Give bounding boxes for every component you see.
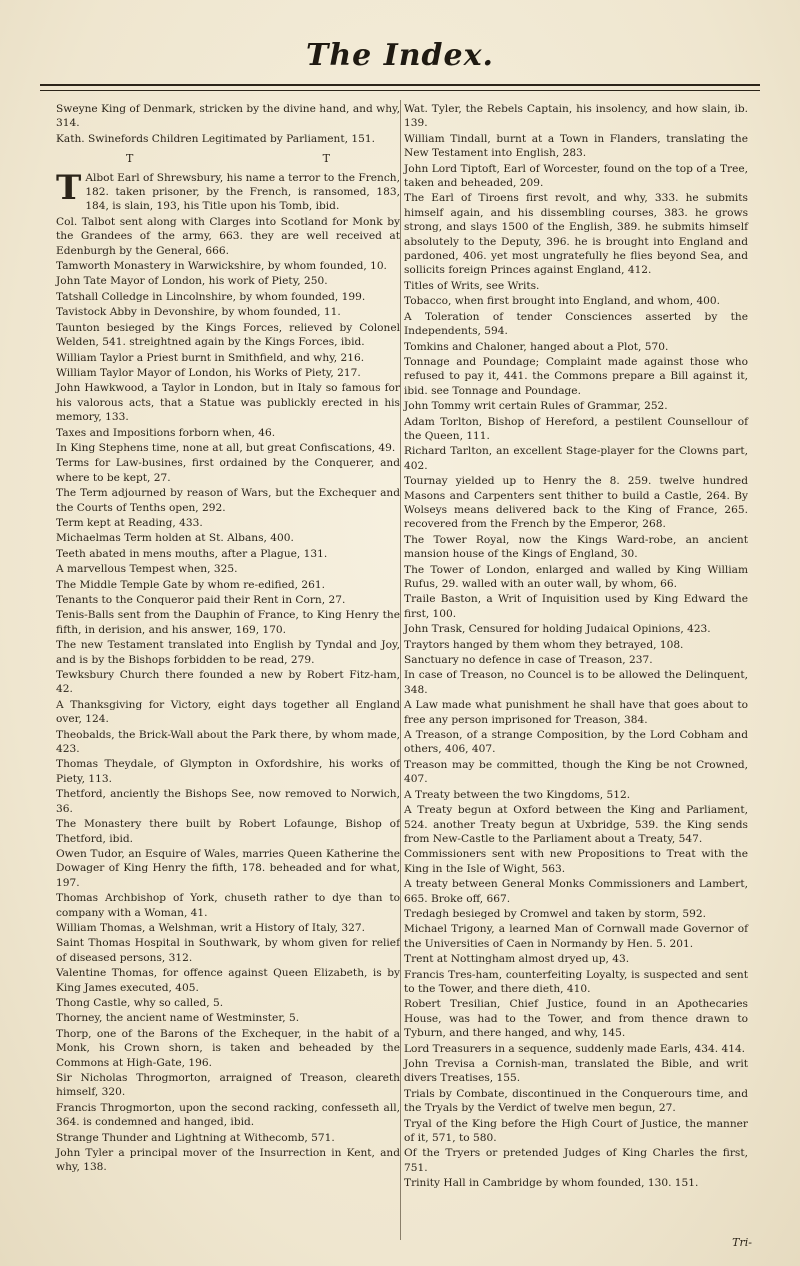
index-entry: Lord Treasurers in a sequence, suddenly made Earls, 434. 414. (404, 1042, 746, 1055)
index-entry: A treaty between General Monks Commissioners and Lambert, 665. Broke off, 667. (404, 878, 748, 905)
index-entry: The Tower of London, enlarged and walled by King William Rufus, 29. walled with an outer wall, by whom, 66. (404, 563, 748, 590)
index-entry: Trent at Nottingham almost dryed up, 43. (404, 953, 630, 966)
index-entry: John Tommy writ certain Rules of Grammar, 252. (404, 400, 668, 413)
index-entry: Tryal of the King before the High Court of Justice, the manner of it, 571, to 580. (404, 1117, 748, 1145)
index-entry: Term kept at Reading, 433. (56, 516, 203, 529)
index-entry: Thorney, the ancient name of Westminster, 5. (56, 1012, 300, 1025)
index-entry: The Middle Temple Gate by whom re-edified, 261. (56, 578, 325, 591)
index-entry: Tournay yielded up to Henry the 8. 259. twelve hundred Masons and Carpenters sent thither to build a Castle, 264. By Wolseys means delivered back to the King of France, 265. recovered from the French by the Emperor, 268. (404, 475, 748, 531)
index-entry: William Taylor a Priest burnt in Smithfield, and why, 216. (56, 351, 365, 364)
index-entry: Francis Throgmorton, upon the second racking, confesseth all, 364. is condemned and hanged, ibid. (56, 1101, 400, 1129)
index-entry: A Law made what punishment he shall have that goes about to free any person imprisoned for Treason, 384. (404, 699, 748, 726)
index-entry: Theobalds, the Brick-Wall about the Park there, by whom made, 423. (56, 728, 400, 756)
index-entry: Valentine Thomas, for offence against Queen Elizabeth, is by King James executed, 405. (56, 967, 400, 994)
index-entry: John Hawkwood, a Taylor in London, but in Italy so famous for his valorous acts, that a Statue was publickly erected in his memory, 133. (56, 382, 400, 424)
index-entry: Traytors hanged by them whom they betrayed, 108. (404, 638, 684, 651)
index-entry: The Term adjourned by reason of Wars, but the Exchequer and the Courts of Tenths open, 292. (56, 487, 400, 514)
index-entry: Commissioners sent with new Propositions to Treat with the King in the Isle of Wight, 563. (404, 848, 748, 875)
index-entry: Teeth abated in mens mouths, after a Plague, 131. (56, 547, 328, 560)
index-entry: Terms for Law-busines, first ordained by the Conquerer, and where to be kept, 27. (56, 457, 400, 484)
index-entry: Kath. Swinefords Children Legitimated by Parliament, 151. (56, 132, 375, 145)
index-entry: In King Stephens time, none at all, but great Confiscations, 49. (56, 441, 396, 454)
left-column (56, 102, 400, 1176)
index-entry: Thong Castle, why so called, 5. (56, 996, 224, 1009)
index-entry: John Trevisa a Cornish-man, translated the Bible, and writ divers Treatises, 155. (404, 1058, 748, 1085)
index-entry: Tobacco, when first brought into England, and whom, 400. (404, 295, 721, 308)
index-entry: William Thomas, a Welshman, writ a History of Italy, 327. (56, 921, 365, 934)
index-entry: Treason may be committed, though the King be not Crowned, 407. (404, 758, 748, 786)
index-entry: John Trask, Censured for holding Judaical Opinions, 423. (404, 623, 711, 636)
index-entry: Sweyne King of Denmark, stricken by the divine hand, and why, 314. (56, 103, 400, 130)
index-entry: In case of Treason, no Councel is to be allowed the Delinquent, 348. (404, 669, 748, 696)
index-entry: Tavistock Abby in Devonshire, by whom founded, 11. (56, 306, 341, 319)
index-entry: Thomas Archbishop of York, chuseth rather to dye than to company with a Woman, 41. (56, 892, 400, 919)
title-rule (40, 84, 760, 86)
index-entry: The new Testament translated into English by Tyndal and Joy, and is by the Bishops forbidden to be read, 279. (56, 639, 400, 666)
drop-cap: T (56, 167, 82, 208)
index-entry: Albot Earl of Shrewsbury, his name a terror to the French, 182. taken prisoner, by the French, is ransomed, 183, 184, is slain, 193, his Title upon his Tomb, ibid. (85, 171, 400, 213)
letter-heading-right: T (322, 152, 330, 166)
index-entry: Tewksbury Church there founded a new by Robert Fitz-ham, 42. (56, 669, 400, 696)
index-entry: John Lord Tiptoft, Earl of Worcester, found on the top of a Tree, taken and beheaded, 209. (404, 162, 748, 190)
index-entry: Michael Trigony, a learned Man of Cornwall made Governor of the Universities of Caen in Normandy by Hen. 5. 201. (404, 923, 748, 950)
index-entry: Of the Tryers or pretended Judges of King Charles the first, 751. (404, 1147, 748, 1174)
index-entry: Tonnage and Poundage; Complaint made against those who refused to pay it, 441. the Commons prepare a Bill against it, ibid. see Tonnage and Poundage. (404, 355, 748, 397)
index-entry: Tredagh besieged by Cromwel and taken by storm, 592. (404, 907, 707, 920)
index-entry: The Monastery there built by Robert Lofaunge, Bishop of Thetford, ibid. (56, 818, 400, 845)
index-entry: A Thanksgiving for Victory, eight days together all England over, 124. (56, 698, 400, 726)
index-entry: Trials by Combate, discontinued in the Conquerours time, and the Tryals by the Verdict of twelve men begun, 27. (404, 1087, 748, 1115)
index-entry: Adam Torlton, Bishop of Hereford, a pestilent Counsellour of the Queen, 111. (404, 415, 748, 442)
index-entry: Robert Tresilian, Chief Justice, found in an Apothecaries House, was had to the Tower, and from thence drawn to Tyburn, and there hanged, and why, 145. (404, 998, 748, 1040)
index-entry: Traile Baston, a Writ of Inquisition used by King Edward the first, 100. (404, 593, 748, 620)
index-entry: A Treaty begun at Oxford between the King and Parliament, 524. another Treaty begun at Uxbridge, 539. the King sends from New-Castle to the Parliament about a Treaty, 547. (404, 804, 748, 845)
index-entry: Taunton besieged by the Kings Forces, relieved by Colonel Welden, 541. streightned again by the Kings Forces, ibid. (56, 321, 400, 349)
index-entry: Wat. Tyler, the Rebels Captain, his insolency, and how slain, ib. 139. (404, 103, 748, 130)
index-entry: The Tower Royal, now the Kings Ward-robe, an ancient mansion house of the Kings of England, 30. (404, 533, 748, 561)
index-entry: Tomkins and Chaloner, hanged about a Plot, 570. (404, 340, 669, 353)
index-entry: Owen Tudor, an Esquire of Wales, marries Queen Katherine the Dowager of King Henry the fifth, 178. beheaded and for what, 197. (56, 847, 400, 889)
right-column (404, 102, 748, 1192)
index-entry: John Tate Mayor of London, his work of Piety, 250. (56, 275, 328, 288)
page-title: The Index. (306, 38, 494, 73)
index-entry: Strange Thunder and Lightning at Withecomb, 571. (56, 1131, 335, 1144)
index-entry: A marvellous Tempest when, 325. (56, 563, 238, 576)
index-entry: Thomas Theydale, of Glympton in Oxfordshire, his works of Piety, 113. (56, 758, 400, 785)
index-entry: Thorp, one of the Barons of the Exchequer, in the habit of a Monk, his Crown shorn, is taken and beheaded by the Commons at High-Gate, 196. (56, 1027, 400, 1069)
index-entry: Sanctuary no defence in case of Treason, 237. (404, 654, 653, 667)
index-entry: William Taylor Mayor of London, his Works of Piety, 217. (56, 366, 361, 379)
index-entry: Thetford, anciently the Bishops See, now removed to Norwich, 36. (56, 788, 400, 815)
index-entry: A Treaty between the two Kingdoms, 512. (404, 788, 631, 801)
index-entry: Taxes and Impositions forborn when, 46. (56, 426, 276, 439)
index-entry: A Treason, of a strange Composition, by the Lord Cobham and others, 406, 407. (404, 729, 748, 756)
index-entry: The Earl of Tiroens first revolt, and why, 333. he submits himself again, and his dissembling courses, 383. he grows strong, and slays 1500 of the English, 389. he submits himself absolutely to the Deputy, 396. he is brought into England and pardoned, 406. yet most ungratefully he flies beyond Sea, and sollicits foreign Princes against England, 412. (404, 192, 748, 277)
index-entry: Tatshall Colledge in Lincolnshire, by whom founded, 199. (56, 290, 366, 303)
index-entry: John Tyler a principal mover of the Insurrection in Kent, and why, 138. (56, 1147, 400, 1174)
index-entry: Tenants to the Conqueror paid their Rent in Corn, 27. (56, 594, 346, 606)
catchword: Tri- (732, 1236, 752, 1249)
index-entry: Richard Tarlton, an excellent Stage-player for the Clowns part, 402. (404, 445, 748, 472)
letter-heading (56, 152, 400, 166)
letter-heading-left: T (126, 152, 134, 166)
index-entry: Tamworth Monastery in Warwickshire, by whom founded, 10. (56, 260, 387, 273)
index-entry: William Tindall, burnt at a Town in Flanders, translating the New Testament into English, 283. (404, 132, 748, 160)
index-entry: Francis Tres-ham, counterfeiting Loyalty, is suspected and sent to the Tower, and there dieth, 410. (404, 968, 748, 995)
index-entry: Saint Thomas Hospital in Southwark, by whom given for relief of diseased persons, 312. (56, 937, 400, 964)
index-entry: A Toleration of tender Consciences asserted by the Independents, 594. (404, 310, 748, 338)
title-rule-thin (40, 90, 760, 91)
column-divider (400, 100, 401, 1240)
index-entry: Tenis-Balls sent from the Dauphin of France, to King Henry the fifth, in derision, and his answer, 169, 170. (56, 609, 400, 636)
index-entry: Titles of Writs, see Writs. (404, 279, 540, 292)
index-entry: Sir Nicholas Throgmorton, arraigned of Treason, cleareth himself, 320. (56, 1072, 400, 1099)
index-entry: Col. Talbot sent along with Clarges into Scotland for Monk by the Grandees of the army, 663. they are well received at Edenburgh by the General, 666. (56, 215, 400, 257)
index-entry: Michaelmas Term holden at St. Albans, 400. (56, 532, 294, 545)
index-entry: Trinity Hall in Cambridge by whom founded, 130. 151. (404, 1177, 699, 1190)
